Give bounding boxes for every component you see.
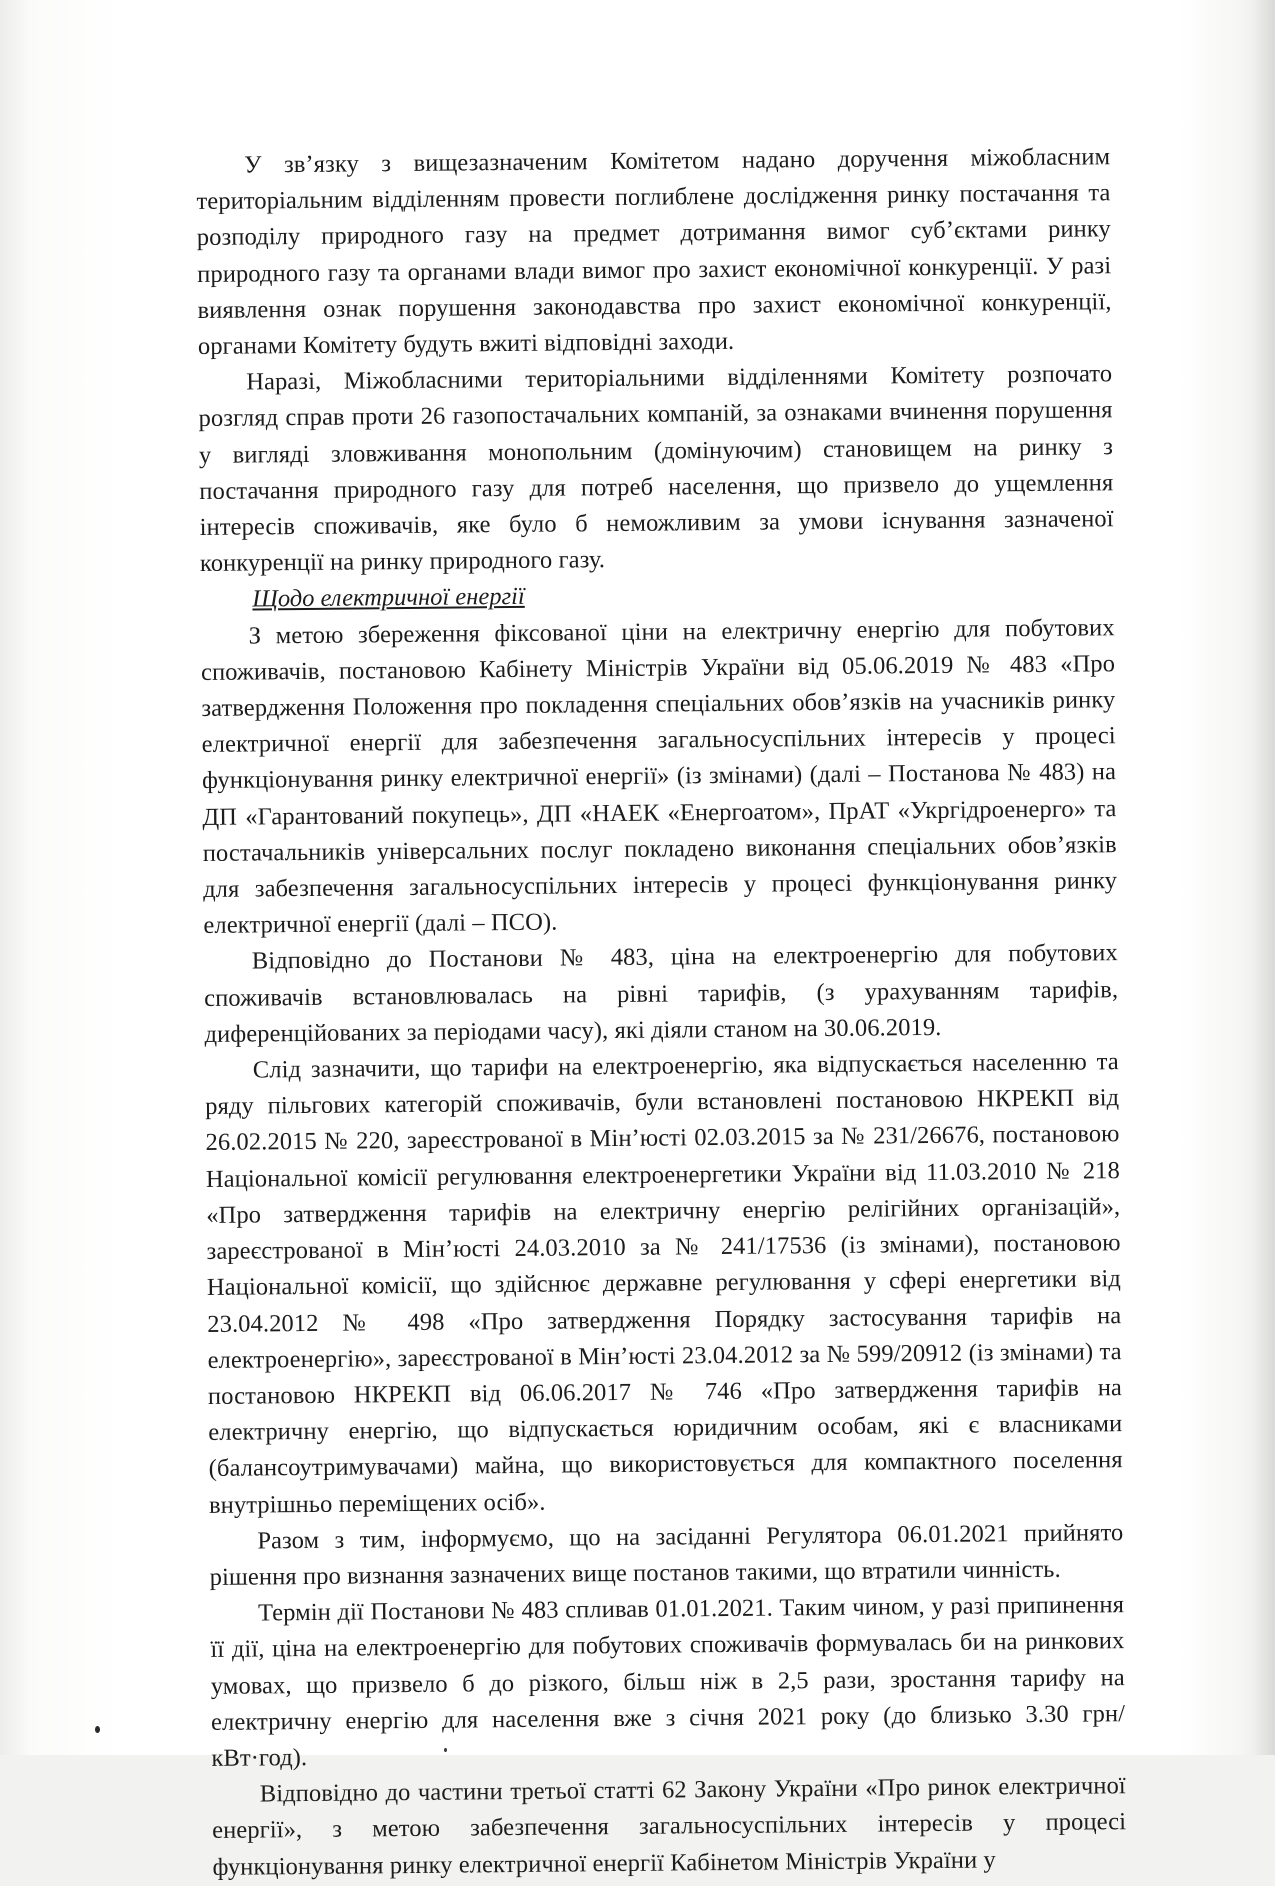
paragraph-regulator-decision: Разом з тим, інформуємо, що на засіданні Регулятора 06.01.2021 прийнято рішення про визнання зазначених вище постанов такими, що втратили чинність. <box>209 1518 1124 1591</box>
paragraph-resolution-expiry: Термін дії Постанови № 483 спливав 01.01.2021. Таким чином, у разі припинення її дії, ціна на електроенергію для побутових споживачів формувалась би на ринкових умовах, що призвело б до різкого, більш ніж в 2,5 рази, зростання тарифу на електричну енергію для населення вже з січня 2021 року (до близько 3.30 грн/кВт·год). <box>210 1591 1126 1772</box>
paragraph-committee-instruction: У зв’язку з вищезазначеним Комітетом надано доручення міжобласним територіальним відділенням провести поглиблене дослідження ринку постачання та розподілу природного газу на предмет дотримання вимог суб’єктами ринку природного газу та органами влади вимог про захист економічної конкуренції. У разі виявлення ознак порушення законодавства про захист економічної конкуренції, органами Комітету будуть вжиті відповідні заходи. <box>196 143 1112 361</box>
paragraph-law-reference: Відповідно до частини третьої статті 62 Закону України «Про ринок електричної енергії», з метою забезпечення загальносуспільних інтересів у процесі функціонування ринку електричної енергії Кабінетом Міністрів України у <box>212 1772 1127 1881</box>
section-heading-electricity: Щодо електричної енергії <box>252 583 525 613</box>
scan-speck <box>95 1726 100 1733</box>
paragraph-tariff-level: Відповідно до Постанови № 483, ціна на електроенергію для побутових споживачів встановлювалась на рівні тарифів, (з урахуванням тарифів, диференційованих за періодами часу), які діяли станом на 30.06.2019. <box>204 939 1119 1048</box>
paragraph-cases-opened: Наразі, Міжобласними територіальними відділеннями Комітету розпочато розгляд справ проти 26 газопостачальних компаній, за ознаками вчинення порушення у вигляді зловживання монопольним (домінуючим) становищем на ринку з постачання природного газу для потреб населення, що призвело до ущемлення інтересів споживачів, яке було б неможливим за умови існування зазначеної конкуренції на ринку природного газу. <box>198 360 1114 578</box>
paragraph-fixed-price: З метою збереження фіксованої ціни на електричну енергію для побутових споживачів, постановою Кабінету Міністрів України від 05.06.2019 № 483 «Про затвердження Положення про покладення спеціальних обов’язків на учасників ринку електричної енергії для забезпечення загальносуспільних інтересів у процесі функціонування ринку електричної енергії» (із змінами) (далі – Постанова № 483) на ДП «Гарантований покупець», ДП «НАЕК «Енергоатом», ПрАТ «Укргідроенерго» та постачальників універсальних послуг покладено виконання спеціальних обов’язків для забезпечення загальносуспільних інтересів у процесі функціонування ринку електричної енергії (далі – ПСО). <box>200 613 1118 940</box>
document-body <box>196 139 1127 1885</box>
paragraph-tariffs-established: Слід зазначити, що тарифи на електроенергію, яка відпускається населенню та ряду пільгових категорій споживачів, були встановлені постановою НКРЕКП від 26.02.2015 № 220, зареєстрованої в Мін’юсті 02.03.2015 за № 231/26676, постановою Національної комісії регулювання електроенергетики України від 11.03.2010 № 218 «Про затвердження тарифів на електричну енергію релігійних організацій», зареєстрованої в Мін’юсті 24.03.2010 за № 241/17536 (із змінами), постановою Національної комісії, що здійснює державне регулювання у сфері енергетики від 23.04.2012 № 498 «Про затвердження Порядку застосування тарифів на електроенергію», зареєстрованої в Мін’юсті 23.04.2012 за № 599/20912 (із змінами) та постановою НКРЕКП від 06.06.2017 № 746 «Про затвердження тарифів на електричну енергію, що відпускається юридичним особам, які є власниками (балансоутримувачами) майна, що використовується для компактного поселення внутрішньо переміщених осіб». <box>205 1048 1123 1519</box>
page-edge-shadow <box>1253 0 1275 1755</box>
scan-speck <box>444 1748 447 1752</box>
